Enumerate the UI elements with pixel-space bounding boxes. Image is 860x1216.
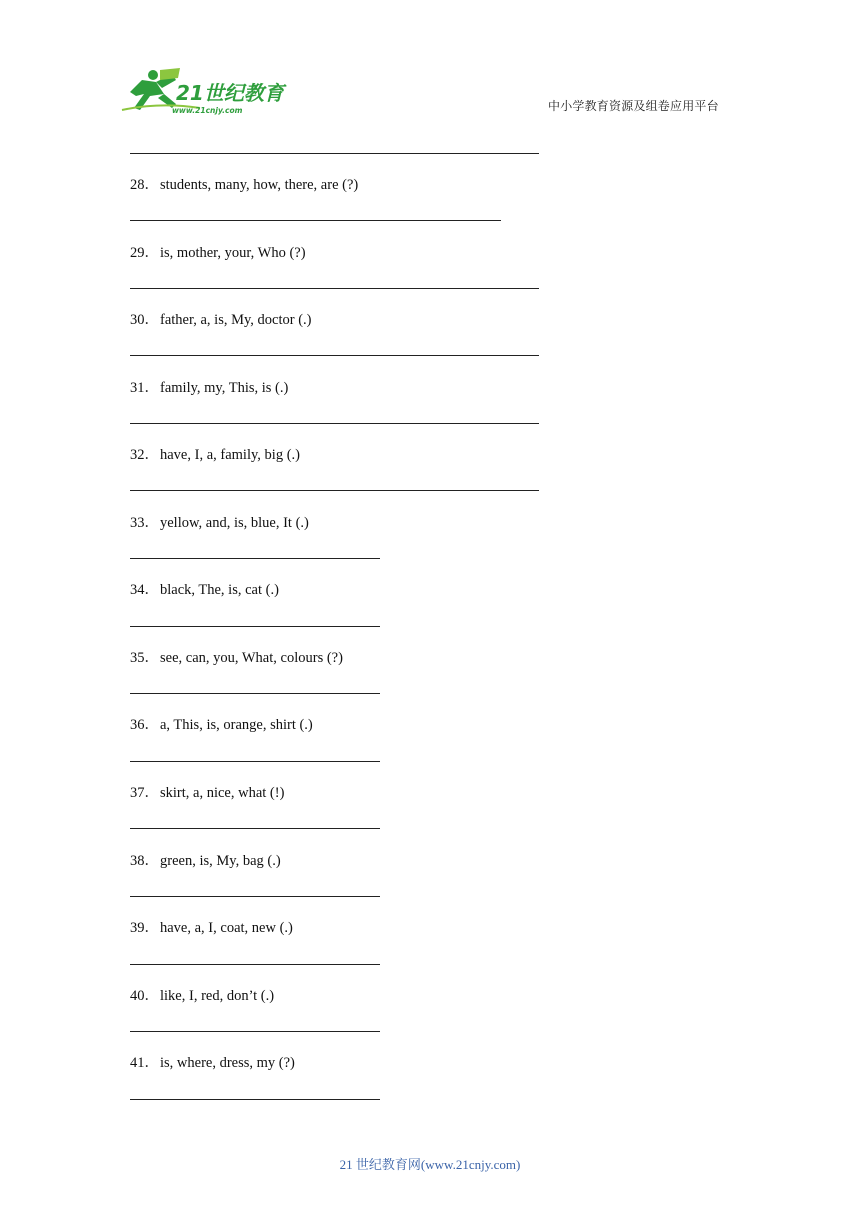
question-number: 38． bbox=[130, 853, 159, 869]
question-31 bbox=[130, 376, 288, 397]
question-number: 35． bbox=[130, 650, 159, 666]
question-text: is, mother, your, Who (?) bbox=[160, 245, 306, 261]
question-number: 39． bbox=[130, 920, 159, 936]
question-41 bbox=[130, 1051, 295, 1072]
question-text: students, many, how, there, are (?) bbox=[160, 177, 359, 193]
question-text: have, I, a, family, big (.) bbox=[160, 447, 300, 463]
question-text: a, This, is, orange, shirt (.) bbox=[160, 717, 313, 733]
question-39 bbox=[130, 916, 293, 937]
question-number: 41． bbox=[130, 1055, 159, 1071]
answer-line-39[interactable] bbox=[130, 964, 380, 965]
question-text: yellow, and, is, blue, It (.) bbox=[160, 515, 309, 531]
question-28 bbox=[130, 173, 358, 194]
question-number: 40． bbox=[130, 988, 159, 1004]
question-30 bbox=[130, 308, 312, 329]
question-text: like, I, red, don’t (.) bbox=[160, 988, 275, 1004]
question-number: 30． bbox=[130, 312, 159, 328]
answer-line-35[interactable] bbox=[130, 693, 380, 694]
logo-text: 21世纪教育 bbox=[176, 81, 284, 105]
question-33 bbox=[130, 511, 309, 532]
answer-line-40[interactable] bbox=[130, 1031, 380, 1032]
answer-line-30[interactable] bbox=[130, 355, 539, 356]
question-32 bbox=[130, 443, 300, 464]
question-40 bbox=[130, 984, 274, 1005]
question-text: is, where, dress, my (?) bbox=[160, 1055, 295, 1071]
logo-21cnjy bbox=[120, 66, 300, 118]
question-number: 37． bbox=[130, 785, 159, 801]
question-text: green, is, My, bag (.) bbox=[160, 853, 281, 869]
question-number: 31． bbox=[130, 380, 159, 396]
answer-line-32[interactable] bbox=[130, 490, 539, 491]
question-text: family, my, This, is (.) bbox=[160, 380, 289, 396]
answer-line-33[interactable] bbox=[130, 558, 380, 559]
question-text: skirt, a, nice, what (!) bbox=[160, 785, 285, 801]
question-38 bbox=[130, 849, 281, 870]
answer-line-28[interactable] bbox=[130, 220, 501, 221]
answer-line-41[interactable] bbox=[130, 1099, 380, 1100]
question-number: 36． bbox=[130, 717, 159, 733]
answer-line-38[interactable] bbox=[130, 896, 380, 897]
answer-line-27 bbox=[130, 153, 539, 154]
logo-url: www.21cnjy.com bbox=[172, 106, 243, 115]
question-35 bbox=[130, 646, 343, 667]
answer-line-34[interactable] bbox=[130, 626, 380, 627]
question-text: have, a, I, coat, new (.) bbox=[160, 920, 293, 936]
platform-text: 中小学教育资源及组卷应用平台 bbox=[548, 99, 719, 113]
question-text: black, The, is, cat (.) bbox=[160, 582, 279, 598]
answer-line-31[interactable] bbox=[130, 423, 539, 424]
question-number: 34． bbox=[130, 582, 159, 598]
question-number: 33． bbox=[130, 515, 159, 531]
logo-flag-icon bbox=[160, 68, 180, 80]
question-number: 28． bbox=[130, 177, 159, 193]
answer-line-37[interactable] bbox=[130, 828, 380, 829]
page-header bbox=[0, 0, 860, 130]
question-number: 29． bbox=[130, 245, 159, 261]
answer-line-29[interactable] bbox=[130, 288, 539, 289]
page-footer[interactable]: 21 世纪教育网(www.21cnjy.com) bbox=[339, 1157, 521, 1172]
question-text: see, can, you, What, colours (?) bbox=[160, 650, 343, 666]
answer-line-36[interactable] bbox=[130, 761, 380, 762]
question-text: father, a, is, My, doctor (.) bbox=[160, 312, 312, 328]
logo-runner-head bbox=[148, 70, 158, 80]
question-36 bbox=[130, 713, 313, 734]
question-29 bbox=[130, 241, 306, 262]
question-number: 32． bbox=[130, 447, 159, 463]
question-37 bbox=[130, 781, 284, 802]
question-34 bbox=[130, 578, 279, 599]
